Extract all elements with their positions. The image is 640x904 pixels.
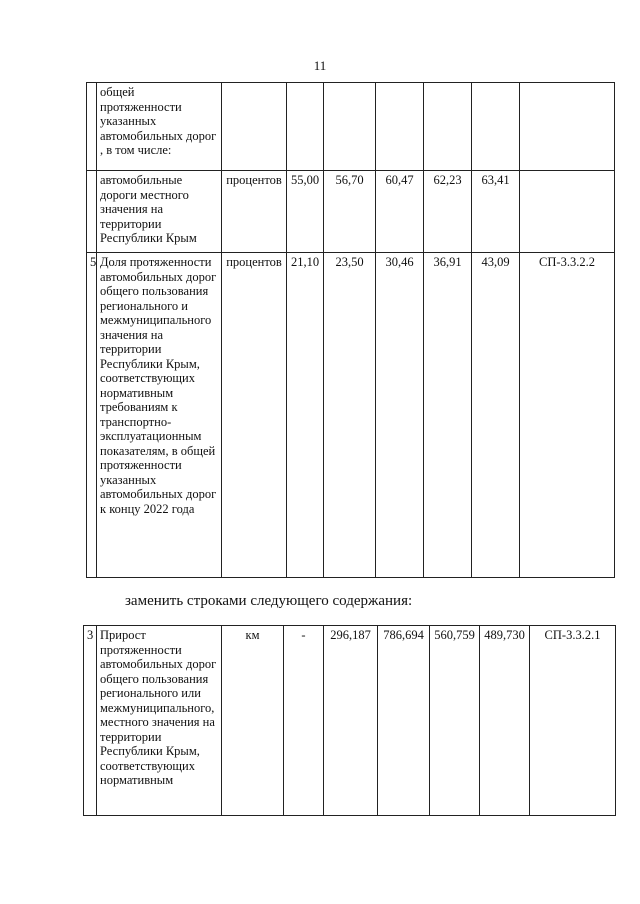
- table-row: [87, 253, 615, 578]
- indicator-name: автомобильные дороги местного значения на территории Республики Крым: [97, 171, 222, 253]
- table-row: [84, 626, 616, 816]
- value-5: 43,09: [472, 253, 520, 578]
- value-4: 36,91: [424, 253, 472, 578]
- indicator-name: Доля протяженности автомобильных дорог общего пользования регионального и межмуниципального значения на территории Республики Крым, соответствующих нормативным требованиям к транспортно-эксплуатационным показателям, в общей протяженности указанных автомобильных дорог к концу 2022 года: [97, 253, 222, 578]
- table-row: [87, 171, 615, 253]
- value-4: [424, 83, 472, 171]
- value-3: 60,47: [376, 171, 424, 253]
- row-number: 5: [87, 253, 97, 578]
- value-3: 786,694: [378, 626, 430, 816]
- row-number: [87, 171, 97, 253]
- code: [520, 171, 615, 253]
- value-1: [287, 83, 324, 171]
- replacement-caption: заменить строками следующего содержания:: [125, 593, 413, 609]
- code: СП-3.3.2.2: [520, 253, 615, 578]
- value-1: -: [284, 626, 324, 816]
- unit: [222, 83, 287, 171]
- value-3: [376, 83, 424, 171]
- indicator-table-top: [86, 82, 615, 578]
- value-3: 30,46: [376, 253, 424, 578]
- value-2: 296,187: [324, 626, 378, 816]
- code: СП-3.3.2.1: [530, 626, 616, 816]
- value-5: 489,730: [480, 626, 530, 816]
- value-5: 63,41: [472, 171, 520, 253]
- unit: процентов: [222, 171, 287, 253]
- value-1: 55,00: [287, 171, 324, 253]
- row-number: 3: [84, 626, 97, 816]
- value-4: 62,23: [424, 171, 472, 253]
- code: [520, 83, 615, 171]
- indicator-table-bottom: [83, 625, 616, 816]
- value-2: 56,70: [324, 171, 376, 253]
- indicator-name: Прирост протяженности автомобильных дорог общего пользования регионального или межмуниципального, местного значения на территории Республики Крым, соответствующих нормативным: [97, 626, 222, 816]
- value-4: 560,759: [430, 626, 480, 816]
- value-5: [472, 83, 520, 171]
- value-2: [324, 83, 376, 171]
- page-number: 11: [313, 58, 327, 73]
- unit: процентов: [222, 253, 287, 578]
- value-1: 21,10: [287, 253, 324, 578]
- indicator-name: общей протяженности указанных автомобильных дорог , в том числе:: [97, 83, 222, 171]
- table-row: [87, 83, 615, 171]
- unit: км: [222, 626, 284, 816]
- row-number: [87, 83, 97, 171]
- value-2: 23,50: [324, 253, 376, 578]
